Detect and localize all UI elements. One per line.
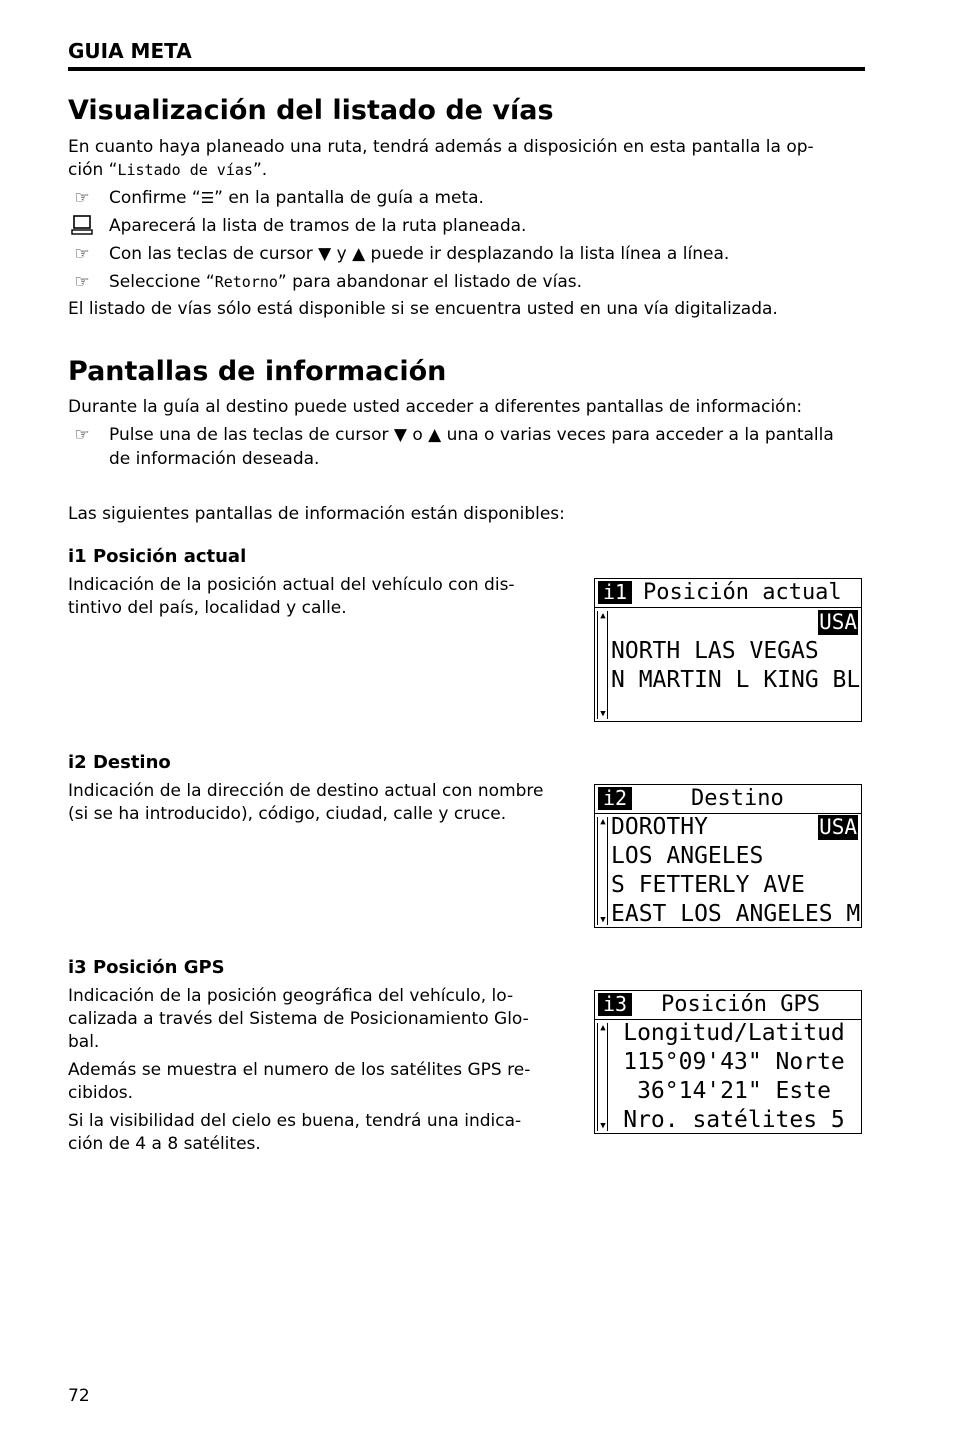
lcd-line: EAST LOS ANGELES M bbox=[611, 901, 861, 927]
country-badge: USA bbox=[819, 815, 857, 839]
lcd-badge: i3 bbox=[598, 993, 632, 1016]
scroll-up-icon: ▲ bbox=[600, 817, 606, 827]
desc-i3-para3-line2: ción de 4 a 8 satélites. bbox=[68, 1134, 261, 1154]
lcd-screen-i1 bbox=[594, 578, 862, 722]
lcd-scrollbar bbox=[597, 611, 608, 719]
desc-i3-para2-line1: Además se muestra el numero de los satélites GPS re- bbox=[68, 1060, 531, 1080]
lcd-badge: i2 bbox=[598, 787, 632, 810]
lcd-line: Nro. satélites 5 bbox=[623, 1107, 845, 1133]
section2-intro: Durante la guía al destino puede usted acceder a diferentes pantallas de información: bbox=[68, 397, 803, 417]
lcd-line: S FETTERLY AVE bbox=[611, 872, 805, 898]
lcd-line: LOS ANGELES bbox=[611, 843, 764, 869]
pointing-hand-icon: ☞ bbox=[74, 425, 90, 445]
pointing-hand-icon: ☞ bbox=[74, 188, 90, 208]
list-menu-icon: ☰ bbox=[200, 189, 215, 207]
lcd-line: Longitud/Latitud bbox=[623, 1020, 845, 1046]
lcd-title: Posición actual bbox=[643, 580, 842, 605]
lcd-title-bar bbox=[595, 579, 861, 608]
desc-i3-line1: Indicación de la posición geográfica del vehículo, lo- bbox=[68, 986, 514, 1006]
scroll-up-icon: ▲ bbox=[600, 611, 606, 621]
lcd-screen-i3 bbox=[594, 990, 862, 1134]
screen-icon bbox=[68, 215, 96, 242]
desc-i3-line3: bal. bbox=[68, 1032, 100, 1052]
scroll-down-icon: ▼ bbox=[600, 915, 606, 925]
desc-i3-para3-line1: Si la visibilidad del cielo es buena, tendrá una indica- bbox=[68, 1111, 522, 1131]
heading-i3: i3 Posición GPS bbox=[68, 957, 225, 978]
lcd-line: 115°09'43" Norte bbox=[623, 1049, 845, 1075]
menu-option-retorno: Retorno bbox=[214, 273, 278, 291]
lcd-title-bar bbox=[595, 785, 861, 814]
heading-i2: i2 Destino bbox=[68, 752, 171, 773]
intro-line-2: ción “Listado de vías”. bbox=[68, 160, 268, 180]
lcd-scrollbar bbox=[597, 1023, 608, 1131]
intro-line-1: En cuanto haya planeado una ruta, tendrá además a disposición en esta pantalla la op- bbox=[68, 137, 814, 157]
desc-i2-line1: Indicación de la dirección de destino actual con nombre bbox=[68, 781, 544, 801]
lcd-title-bar bbox=[595, 991, 861, 1020]
scroll-up-icon: ▲ bbox=[600, 1023, 606, 1033]
header-rule bbox=[68, 67, 865, 71]
pointing-hand-icon: ☞ bbox=[74, 244, 90, 264]
country-badge: USA bbox=[819, 610, 857, 634]
section1-note: El listado de vías sólo está disponible si se encuentra usted en una vía digitalizada. bbox=[68, 299, 778, 319]
lcd-title: Destino bbox=[691, 786, 784, 811]
running-header: GUIA META bbox=[68, 39, 192, 63]
scroll-down-icon: ▼ bbox=[600, 1121, 606, 1131]
page-number: 72 bbox=[68, 1386, 90, 1406]
desc-i3-line2: calizada a través del Sistema de Posicionamiento Glo- bbox=[68, 1009, 529, 1029]
menu-option-listado: Listado de vías bbox=[117, 161, 253, 179]
lcd-badge: i1 bbox=[598, 581, 632, 604]
lcd-scrollbar bbox=[597, 817, 608, 925]
desc-i2-line2: (si se ha introducido), código, ciudad, calle y cruce. bbox=[68, 804, 507, 824]
desc-i1-line1: Indicación de la posición actual del vehículo con dis- bbox=[68, 575, 515, 595]
pointing-hand-icon: ☞ bbox=[74, 272, 90, 292]
desc-i1-line2: tintivo del país, localidad y calle. bbox=[68, 598, 347, 618]
lcd-line: 36°14'21" Este bbox=[637, 1078, 831, 1104]
lcd-line: N MARTIN L KING BL bbox=[611, 667, 861, 693]
lcd-title: Posición GPS bbox=[661, 992, 820, 1017]
desc-i3-para2-line2: cibidos. bbox=[68, 1083, 134, 1103]
screens-available: Las siguientes pantallas de información están disponibles: bbox=[68, 504, 565, 524]
section-title-listado: Visualización del listado de vías bbox=[68, 95, 554, 126]
scroll-down-icon: ▼ bbox=[600, 709, 606, 719]
lcd-line: DOROTHY bbox=[611, 814, 708, 840]
heading-i1: i1 Posición actual bbox=[68, 546, 247, 567]
lcd-line: NORTH LAS VEGAS bbox=[611, 638, 819, 664]
section-title-info: Pantallas de información bbox=[68, 356, 447, 387]
lcd-screen-i2 bbox=[594, 784, 862, 928]
